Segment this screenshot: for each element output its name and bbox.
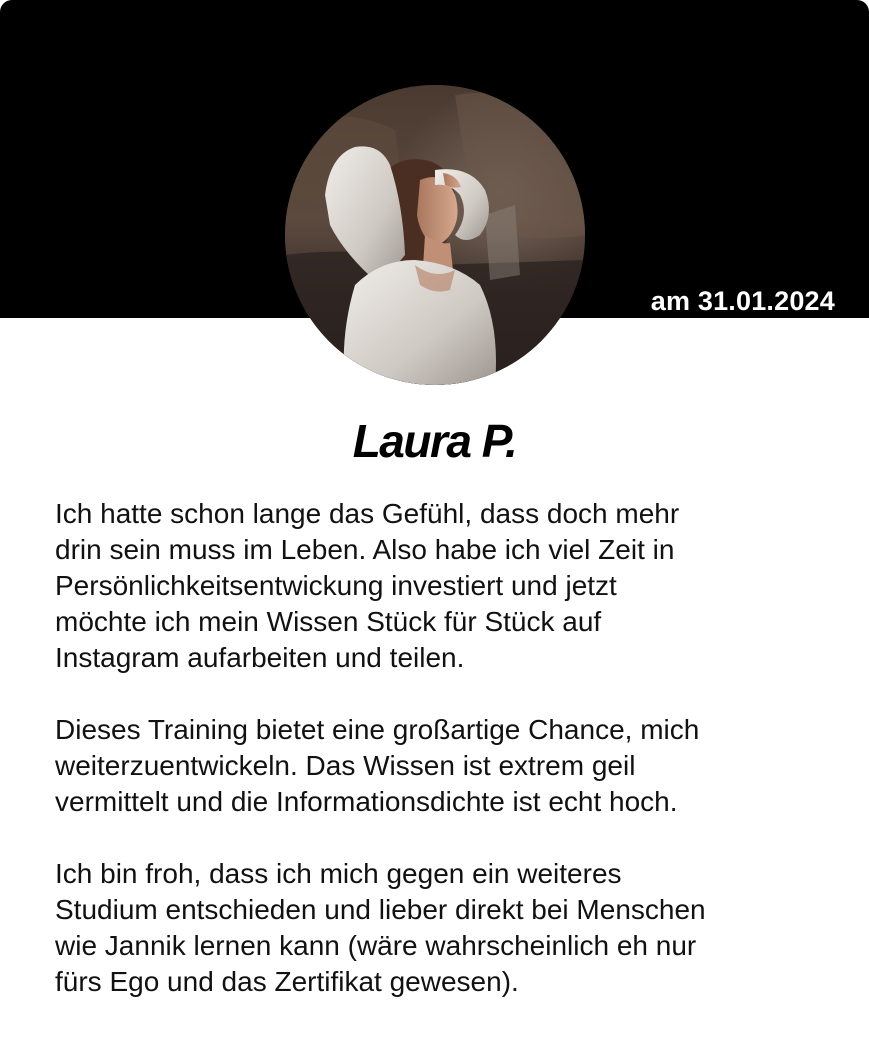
review-paragraph-3: Ich bin froh, dass ich mich gegen ein weiteres Studium entschieden und lieber direkt bei Menschen wie Jannik lernen kann (wäre wahrscheinlich eh nur fürs Ego und das Zertifikat gewesen). bbox=[55, 858, 706, 997]
review-text bbox=[55, 496, 845, 1036]
review-paragraph-2: Dieses Training bietet eine großartige Chance, mich weiterzuentwickeln. Das Wissen ist extrem geil vermittelt und die Informationsdichte ist echt hoch. bbox=[55, 714, 700, 817]
review-date: am 31.01.2024 bbox=[650, 286, 835, 316]
avatar bbox=[285, 85, 585, 385]
reviewer-name: Laura P. bbox=[352, 415, 517, 467]
avatar-photo bbox=[285, 85, 585, 385]
review-paragraph-1: Ich hatte schon lange das Gefühl, dass doch mehr drin sein muss im Leben. Also habe ich viel Zeit in Persönlichkeitsentwickung investiert und jetzt möchte ich mein Wissen Stück für Stück auf Instagram aufarbeiten und teilen. bbox=[55, 498, 680, 673]
